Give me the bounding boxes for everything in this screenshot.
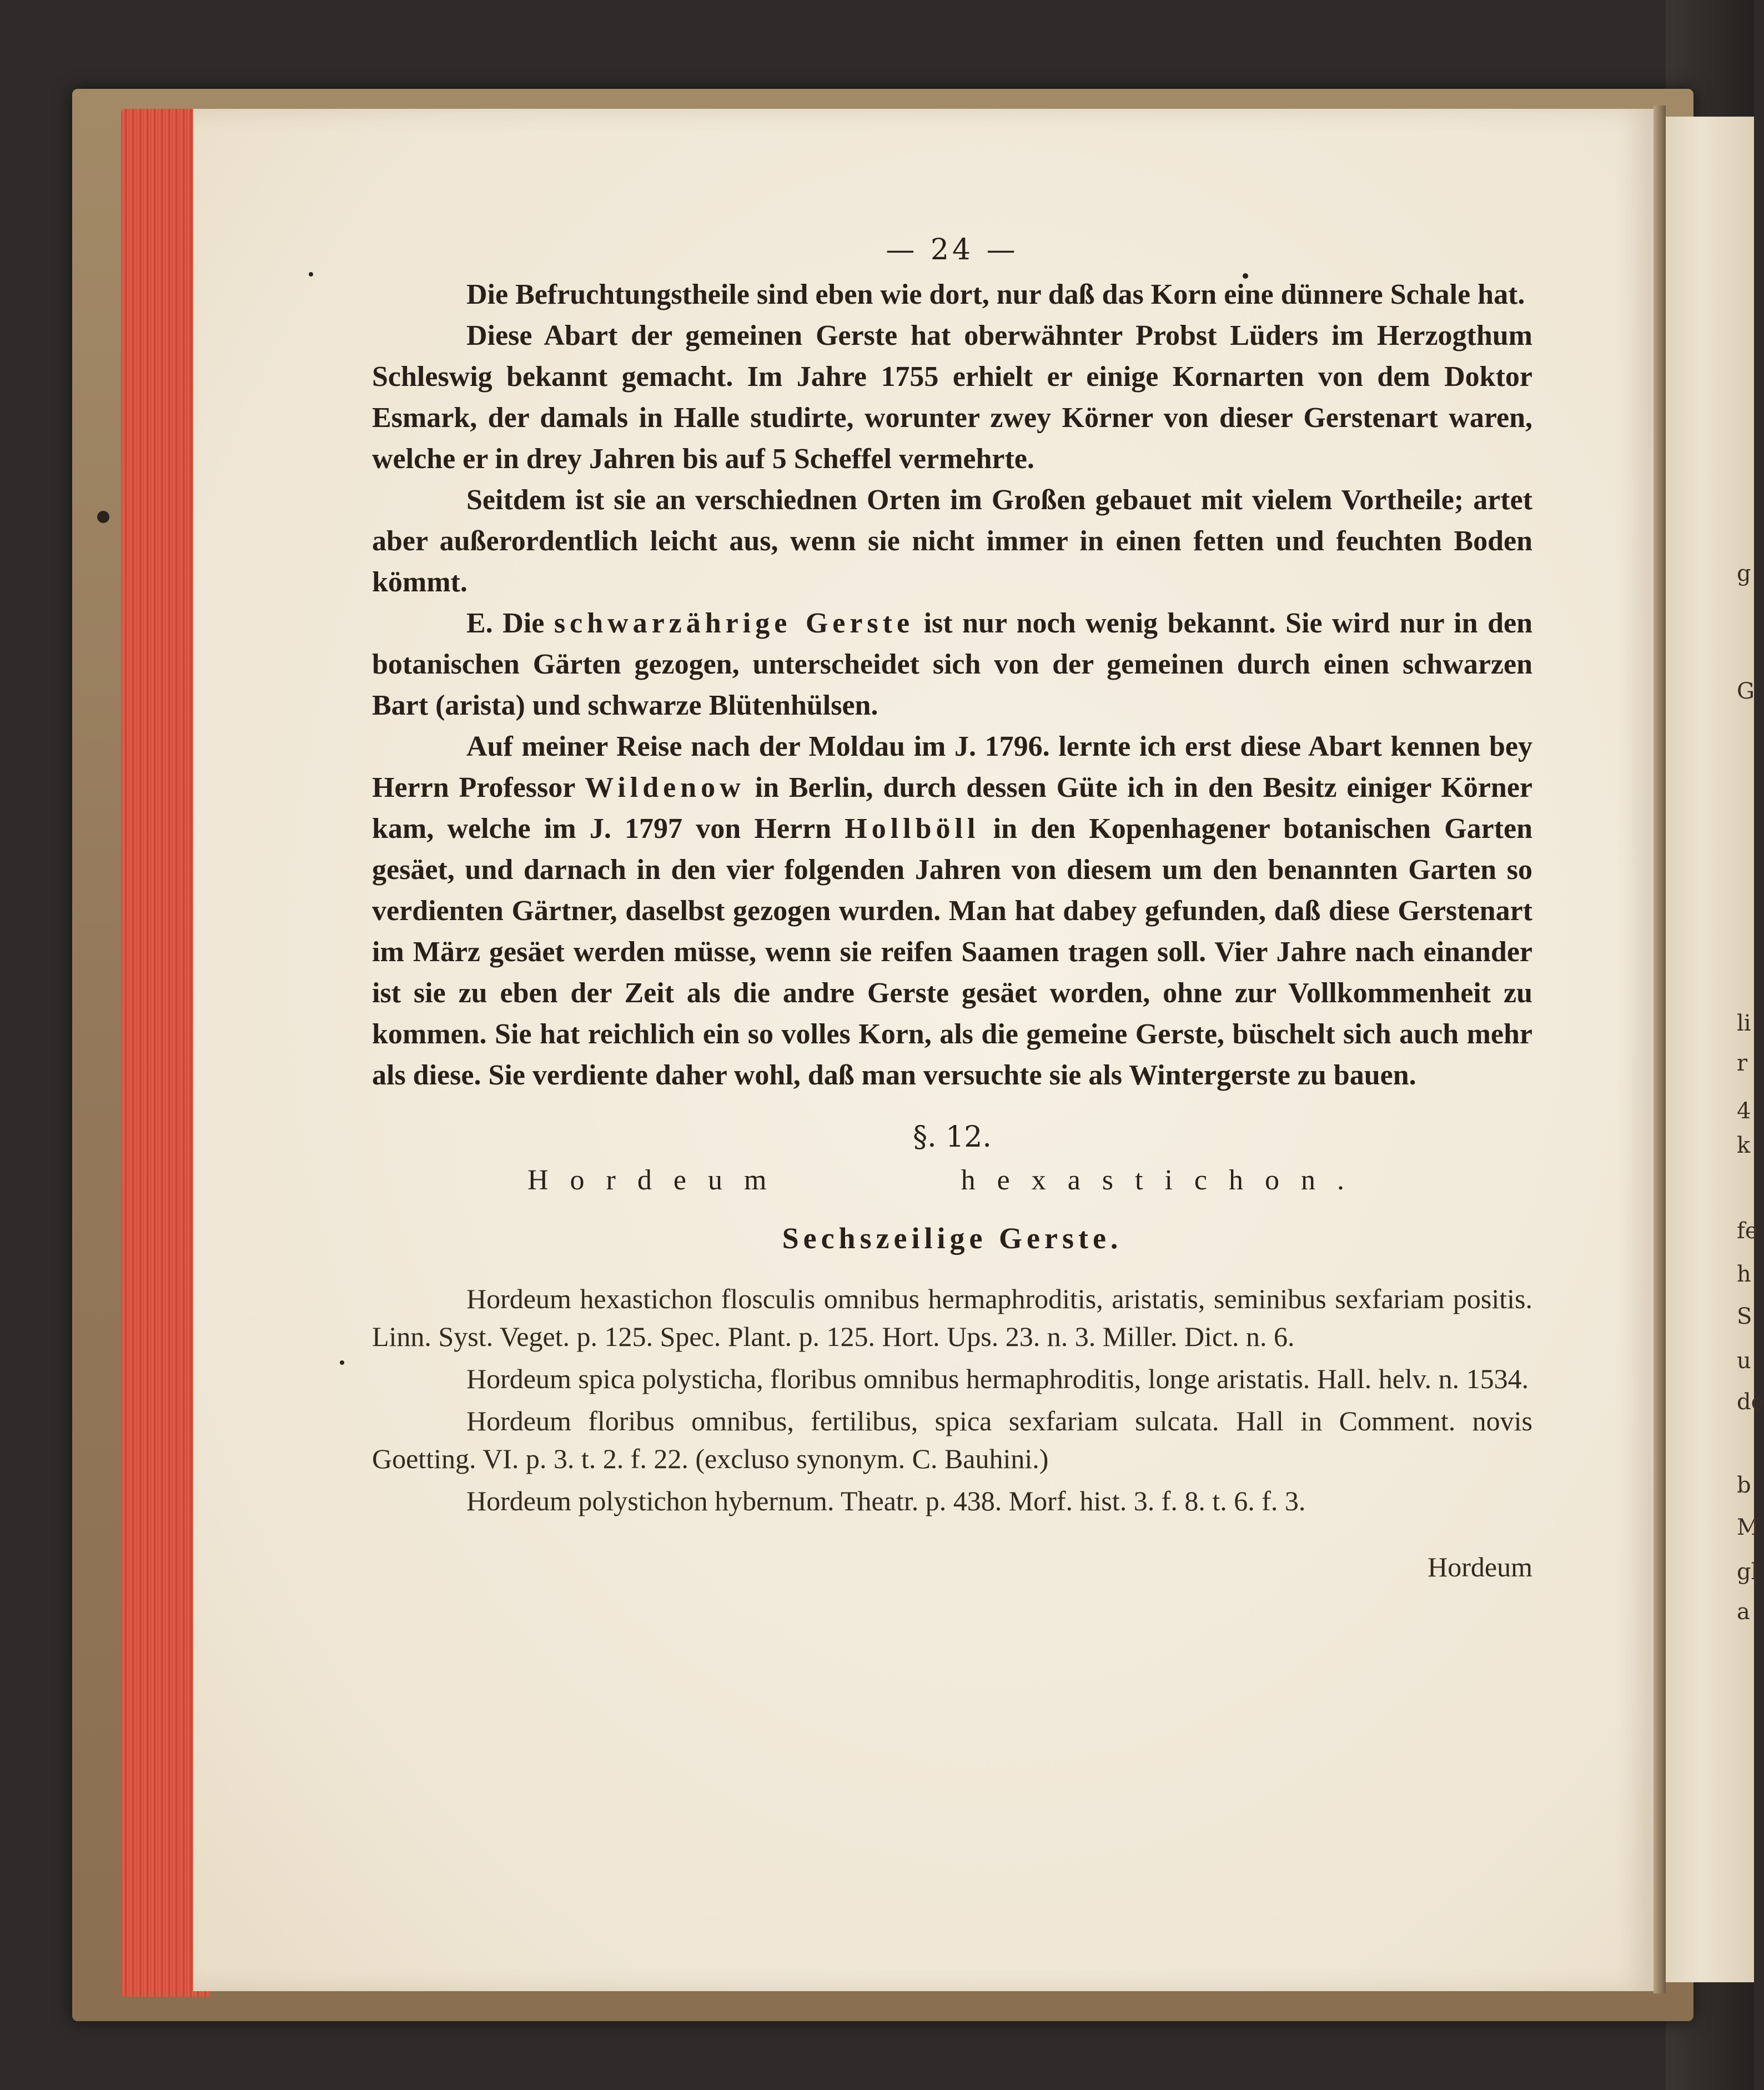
book-gutter <box>1654 105 1666 1993</box>
catchword: Hordeum <box>1428 1551 1532 1582</box>
facing-page-letter: S <box>1737 1304 1752 1329</box>
facing-page-letter: h <box>1737 1262 1751 1287</box>
facing-page-letter: g <box>1737 561 1751 586</box>
paragraph: Diese Abart der gemeinen Gerste hat oberwähnter Probst Lüders im Herzogthum Schleswig bekannt gemacht. Im Jahre 1755 erhielt er einige Kornarten von dem Doktor Esmark, der damals in Halle studirte, worunter zwey Körner von dieser Gerstenart waren, welche er in drey Jahren bis auf 5 Scheffel vermehrte. <box>372 320 1532 475</box>
ink-speck <box>309 272 313 277</box>
latin-title-word: Hordeum <box>527 1164 788 1196</box>
ink-speck <box>97 511 109 523</box>
facing-page-letter: k <box>1737 1133 1751 1158</box>
paragraph: Seitdem ist sie an verschiednen Orten im Großen gebauet mit vielem Vortheile; artet aber außerordentlich leicht aus, wenn sie nicht immer in einen fetten und feuchten Boden kömmt. <box>372 484 1532 598</box>
page-text <box>372 233 1532 1583</box>
facing-page-letter: gl <box>1737 1559 1758 1585</box>
facing-page <box>1666 117 1764 1982</box>
facing-page-letter: u <box>1737 1348 1751 1374</box>
ink-speck <box>340 1360 344 1365</box>
facing-page-letter: 4 <box>1737 1098 1751 1124</box>
facing-page-letter: li <box>1737 1011 1751 1036</box>
facing-page-letter: fe <box>1737 1218 1758 1244</box>
german-title: Sechszeilige Gerste. <box>782 1222 1123 1255</box>
paragraph-e-rest: ist nur noch wenig bekannt. Sie wird nur in den botanischen Gärten gezogen, unterscheidet sich von der gemeinen durch einen schwarzen Bart (arista) und schwarze Blütenhülsen. <box>372 607 1532 721</box>
paragraph-moldau <box>372 726 1532 1096</box>
paragraph-moldau-part3: in den Kopenhagener botanischen Garten gesäet, und darnach in den vier folgenden Jahren von diesem um den benannten Garten so verdienten Gärtner, daselbst gezogen wurden. Man hat dabey gefunden, daß diese Gerstenart im März gesäet werden müsse, wenn sie reifen Saamen tragen soll. Vier Jahre nach einander ist sie zu eben der Zeit als die andre Gerste gesäet worden, ohne zur Vollkommenheit zu kommen. Sie hat reichlich ein so volles Korn, als die gemeine Gerste, büschelt sich auch mehr als diese. Sie verdiente daher wohl, daß man versuchte sie als Wintergerste zu bauen. <box>372 813 1532 1091</box>
citation: Hordeum hexastichon flosculis omnibus hermaphroditis, aristatis, seminibus sexfariam positis. Linn. Syst. Veget. p. 125. Spec. Plant. p. 125. Hort. Ups. 23. n. 3. Miller. Dict. n. 6. <box>372 1283 1532 1352</box>
facing-page-letter: G <box>1737 679 1755 704</box>
section-number: §. 12. <box>913 1121 992 1154</box>
name-hollboell: Hollböll <box>845 813 980 845</box>
paragraph-e-term: schwarzährige Gerste <box>554 607 914 639</box>
paragraph-moldau-part1: Auf meiner Reise nach der Moldau im J. 1796. lernte ich erst diese Abart kennen bey Herrn Professor <box>372 731 1532 803</box>
facing-page-letter: M <box>1737 1515 1760 1540</box>
paragraph-e <box>372 603 1532 726</box>
facing-page-letter: b <box>1737 1473 1751 1498</box>
latin-title <box>372 1164 1532 1197</box>
page-number: — 24 — <box>886 233 1019 267</box>
citation: Hordeum spica polysticha, floribus omnibus hermaphroditis, longe aristatis. Hall. helv. n. 1534. <box>466 1363 1529 1394</box>
citation: Hordeum polystichon hybernum. Theatr. p. 438. Morf. hist. 3. f. 8. t. 6. f. 3. <box>466 1485 1306 1516</box>
citation: Hordeum floribus omnibus, fertilibus, spica sexfariam sulcata. Hall in Comment. novis Goetting. VI. p. 3. t. 2. f. 22. (excluso synonym. C. Bauhini.) <box>372 1405 1532 1474</box>
paragraph: Die Befruchtungstheile sind eben wie dort, nur daß das Korn eine dünnere Schale hat. <box>466 279 1525 310</box>
paragraph-moldau-part2: in Berlin, durch dessen Güte ich in den Besitz einiger Körner kam, welche im J. 1797 von Herrn <box>372 772 1532 845</box>
facing-page-letter: de <box>1737 1389 1764 1415</box>
paragraph-e-lead: E. Die <box>466 607 554 639</box>
facing-page-letter: r <box>1737 1051 1748 1076</box>
name-wildenow: Wildenow <box>585 772 745 803</box>
latin-title-word: hexastichon. <box>961 1164 1366 1196</box>
facing-page-letter: a <box>1737 1599 1750 1625</box>
